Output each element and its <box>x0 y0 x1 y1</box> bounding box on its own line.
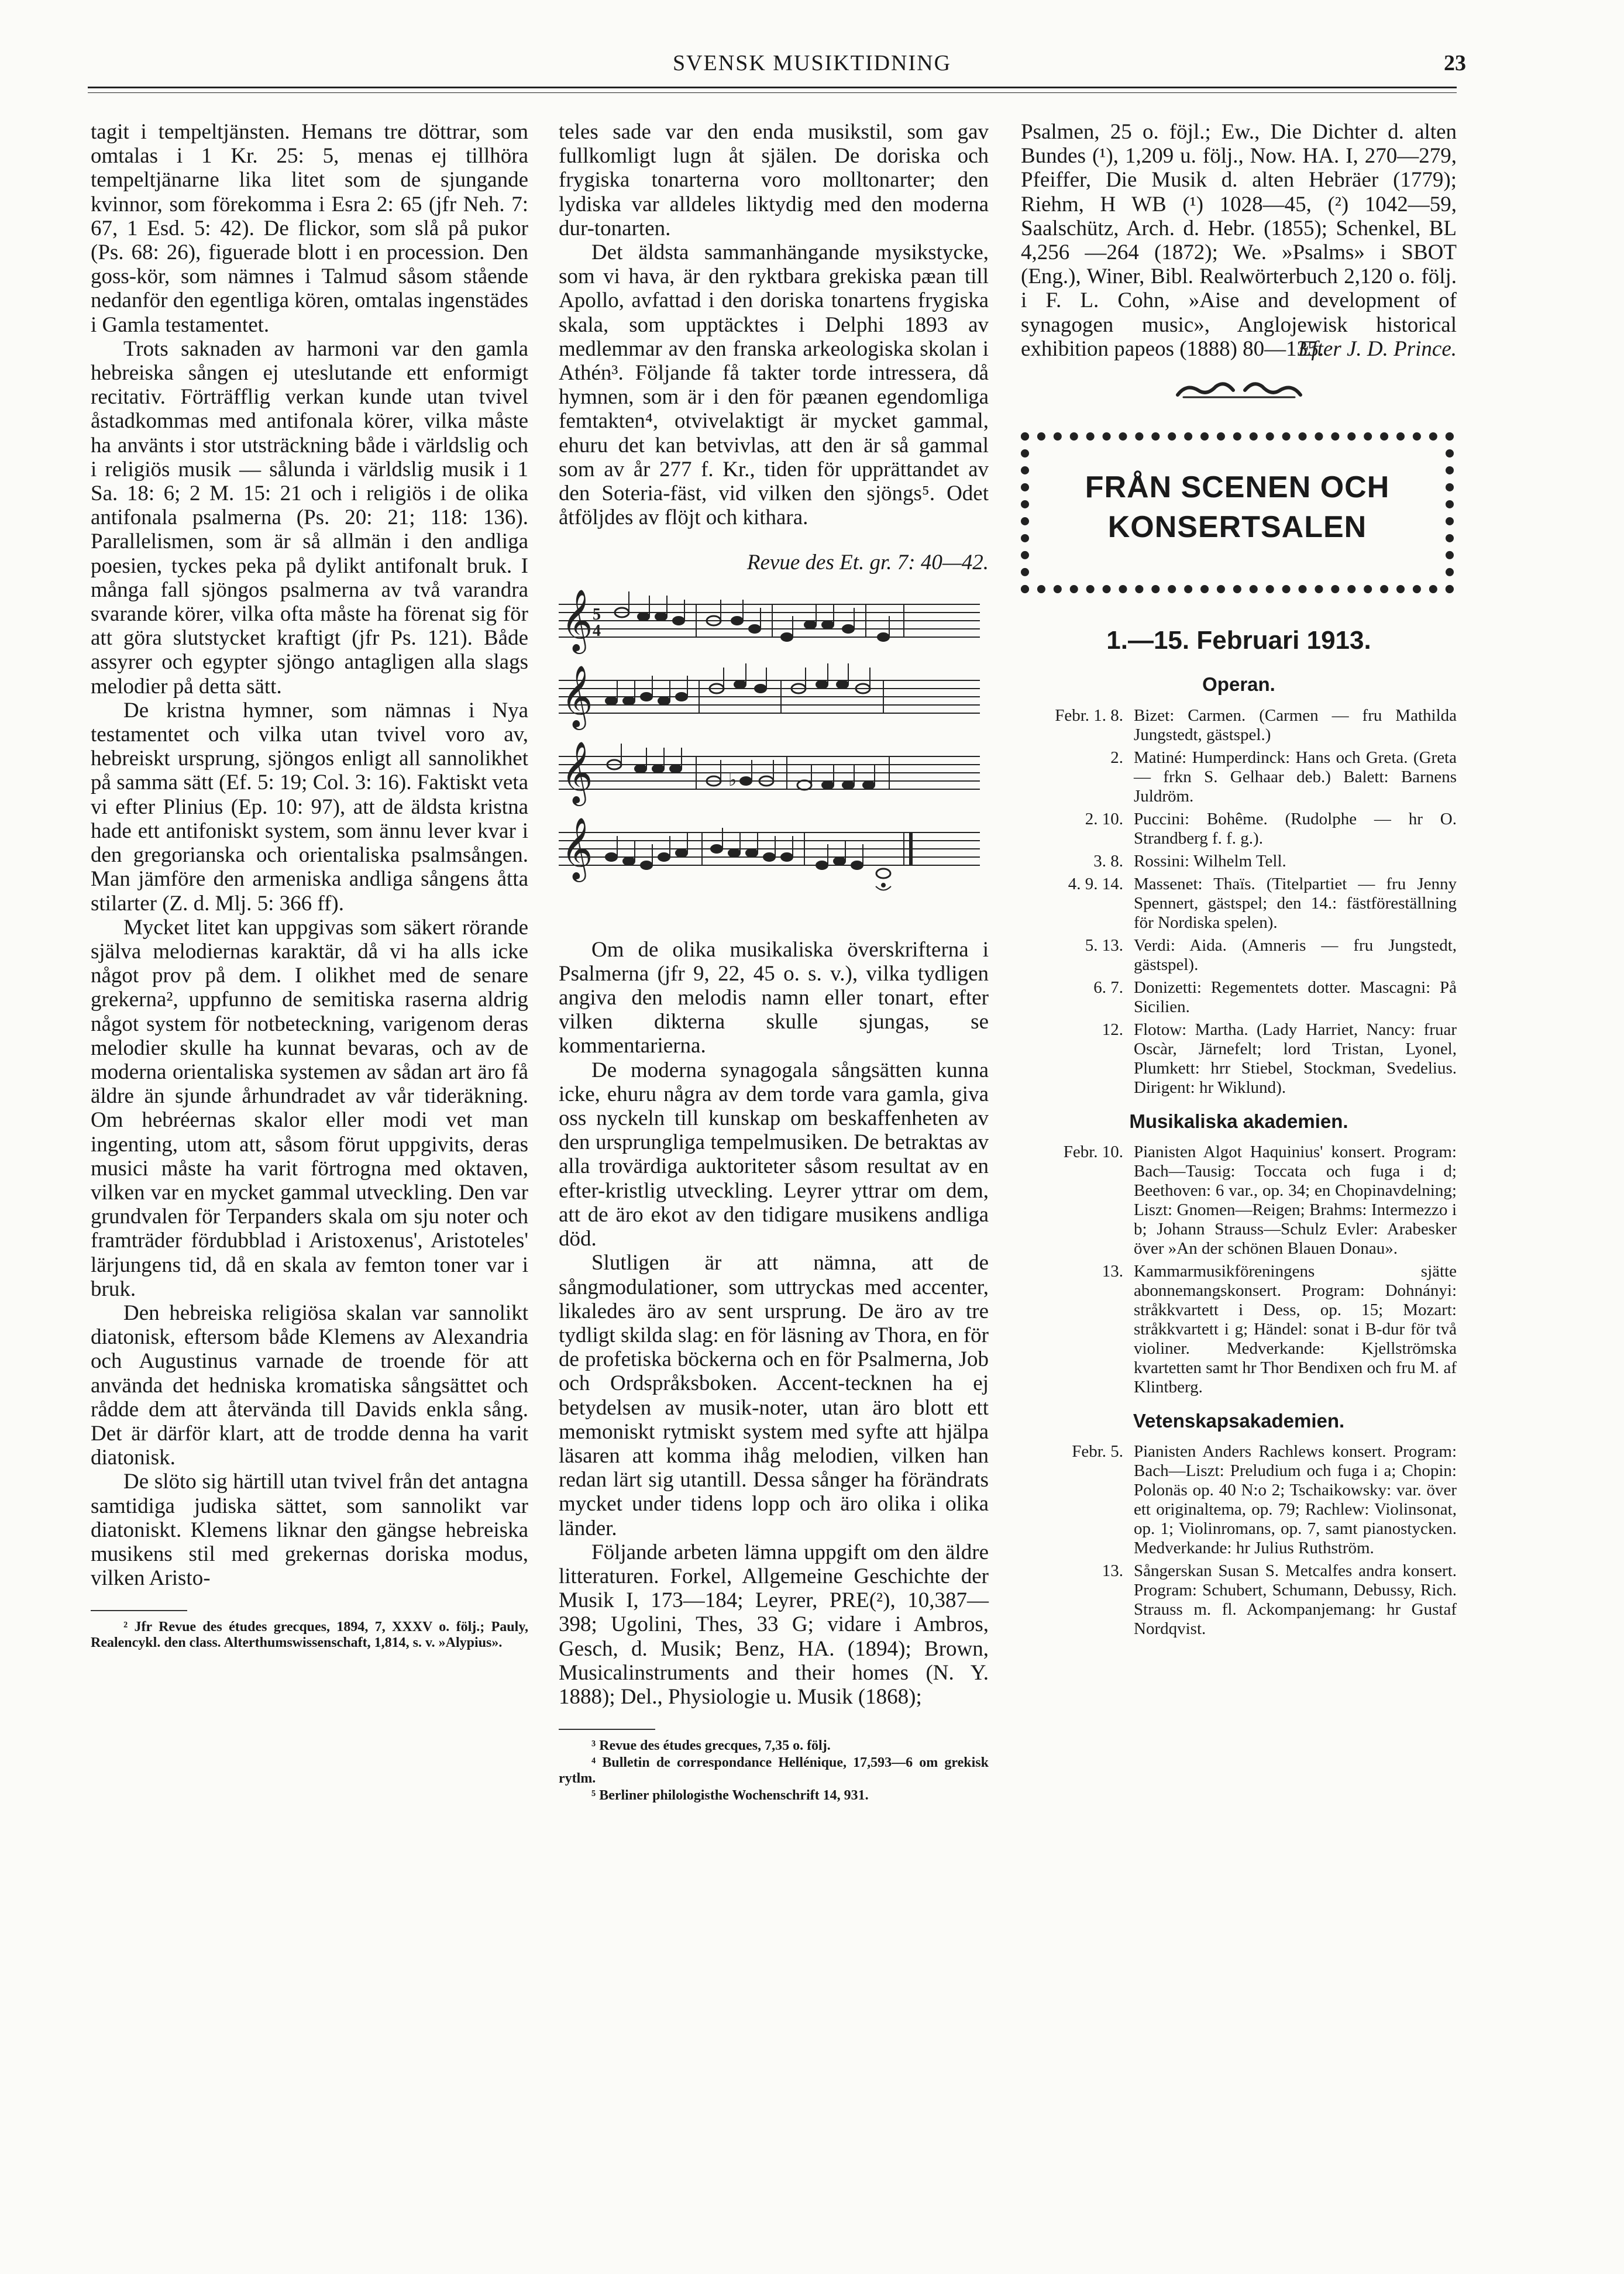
paragraph: De kristna hymner, som nämnas i Nya testamentet och vilka utan tvivel voro av, hebreiskt ursprung, sjöngos enligt all sannolikhet på samma sätt (Ef. 5: 19; Col. 3: 16). Faktiskt veta vi efter Plinius (Ep. 10: 97), att de äldsta kristna hade ett antifoniskt system, som ännu lever kvar i den gregorianska och orientaliska psalmsången. Man jämföre den armeniska andliga sångens åtta stilarter (Z. d. Mlj. 5: 366 ff). <box>91 698 528 916</box>
entry-date: Febr. 5. <box>1072 1442 1123 1461</box>
entry-date: Febr. 10. <box>1063 1142 1123 1161</box>
entry-date: 4. 9. 14. <box>1068 874 1123 893</box>
entry-text: Verdi: Aida. (Amneris — fru Jungstedt, gästspel). <box>1134 935 1457 974</box>
staff-3 <box>559 741 980 806</box>
column-1 <box>91 120 528 1652</box>
list-item <box>1021 1020 1457 1098</box>
column-2 <box>559 120 989 1805</box>
heading-line-2: KONSERTSALEN <box>1107 510 1367 545</box>
entry-date: 13. <box>1102 1561 1123 1581</box>
paragraph: Trots saknaden av harmoni var den gamla hebreiska sången ej uteslutande ett enformigt recitativ. Förträfflig verkan kunde utan tvivel åstadkommas med antifonala körer, vilka måste ha använts i stor utsträckning både i världslig och i religiös musik — sålunda i världslig musik i 1 Sa. 18: 6; 2 M. 15: 21 och i religiös i de olika antifonala psalmerna (Ps. 20: 21; 118: 136). Parallelismen, som är så allmän i den andliga poesien, tyckes peka på dylikt antifonalt bruk. I många fall sjöngos psalmerna av två varandra svarande körer, vilka ofta måste ha förenat sig för att göra slutstycket kraftigt (jfr Ps. 121). Både assyrer och egypter sjöngo antagligen alla slags melodier på detta sätt. <box>91 336 528 699</box>
program-list-operan <box>1021 706 1457 1098</box>
footnote-rule <box>91 1610 187 1611</box>
list-item <box>1021 1442 1457 1558</box>
section-title-operan: Operan. <box>1202 673 1275 696</box>
program-list-vetenskapsakademien <box>1021 1442 1457 1639</box>
list-item <box>1021 1143 1457 1258</box>
date-range: 1.—15. Februari 1913. <box>1106 626 1371 655</box>
footnote: ⁵ Berliner philologisthe Wochenschrift 14, 931. <box>591 1788 869 1804</box>
entry-text: Flotow: Martha. (Lady Harriet, Nancy: fruar Oscàr, Järnefelt; lord Tristan, Lyonel, Plumkett: hrr Stiebel, Stockman, Svedelius. Dirigent: hr Wiklund). <box>1134 1020 1457 1097</box>
section-title-vetenskapsakademien: Vetenskapsakademien. <box>1133 1409 1345 1432</box>
header-rule-thin <box>88 92 1457 93</box>
time-signature-top: 5 <box>593 605 601 624</box>
paragraph: Mycket litet kan uppgivas som säkert rörande själva melodiernas karaktär, då vi ha alls icke något prov på dem. I olikhet med de senare grekerna², uppfunno de semitiska raserna aldrig något system för notbeteckning, varigenom deras melodier skulle ha kunnat bevaras, och av de moderna orientaliska systemen av sådan art äro få äldre än sjunde århundradet av vår tideräkning. Om hebréernas skalor eller modi vet man ingenting, utom att, såsom förut uppgivits, deras musici måste ha varit förtrogna med oktaven, vilken var en mycket gammal utveckling. Den var grundvalen för Terpanders skala om sju noter och framträder fördubblad i Aristoxenus', Aristoteles' lärjungens tid, då en skala av femton toner var i bruk. <box>91 915 528 1301</box>
staff-2 <box>559 663 980 730</box>
footnotes <box>559 1738 989 1804</box>
entry-date: 2. 10. <box>1085 809 1123 828</box>
list-item <box>1021 978 1457 1017</box>
footnote: ⁴ Bulletin de correspondance Hellénique, 17,593—6 om grekisk rytlm. <box>559 1755 989 1787</box>
list-item <box>1021 706 1457 745</box>
entry-date: Febr. 1. 8. <box>1055 706 1123 725</box>
entry-date: 13. <box>1102 1261 1123 1281</box>
list-item <box>1021 1561 1457 1639</box>
entry-date: 3. 8. <box>1093 851 1123 871</box>
entry-text: Sångerskan Susan S. Metcalfes andra konsert. Program: Schubert, Schumann, Debussy, Rich. Strauss m. fl. Ackompanjemang: hr Gustaf Nordqvist. <box>1134 1561 1457 1639</box>
entry-date: 6. 7. <box>1093 978 1123 997</box>
list-item <box>1021 1262 1457 1397</box>
svg-text:♭: ♭ <box>728 769 737 790</box>
svg-text:𝄞: 𝄞 <box>561 664 593 727</box>
staff-1 <box>559 589 980 654</box>
svg-text:𝄞: 𝄞 <box>561 740 593 803</box>
section-heading-box <box>1021 432 1454 593</box>
paragraph: De slöto sig härtill utan tvivel från det antagna samtidiga judiska sättet, som sannolikt var diatoniskt. Klemens liknar den gängse hebreiska musikens stil med grekernas doriska modus, vilken Aristo- <box>91 1470 528 1591</box>
staff-4 <box>559 817 980 890</box>
paragraph: Följande arbeten lämna uppgift om den äldre litteraturen. Forkel, Allgemeine Geschichte der Musik I, 173—184; Leyrer, PRE(²), 10,387—398; Ugolini, Thes, 33 G; vidare i Ambros, Gesch, d. Musik; Benz, HA. (1894); Brown, Musicalinstruments and their homes (N. Y. 1888); Del., Physiologie u. Musik (1868); <box>559 1540 989 1709</box>
header-rule-thick <box>88 87 1457 88</box>
program-list-musikaliska-akademien <box>1021 1143 1457 1397</box>
running-title: SVENSK MUSIKTIDNING <box>672 51 952 75</box>
footnote: ² Jfr Revue des études grecques, 1894, 7, XXXV o. följ.; Pauly, Realencykl. den class. Alterthumswissenschaft, 1,814, s. v. »Alypius». <box>91 1619 528 1651</box>
list-item <box>1021 852 1457 871</box>
entry-text: Kammarmusikföreningens sjätte abonnemangskonsert. Program: Dohnányi: stråkkvartett i Dess, op. 15; Mozart: stråkkvartett i g; Händel: sonat i B-dur för två violiner. Medverkande: Kjellströmska kvartetten samt hr Thor Bendixen och fru M. af Klintberg. <box>1134 1261 1457 1396</box>
paragraph: Den hebreiska religiösa skalan var sannolikt diatonisk, eftersom både Klemens av Alexandria och Augustinus varnade de troende för att använda det hedniska kromatiska sångsättet och rådde dem att återvända till Davids enkla sång. Det är därför klart, att de trodde denna ha varit diatonisk. <box>91 1301 528 1470</box>
paragraph: Psalmen, 25 o. föjl.; Ew., Die Dichter d. alten Bundes (¹), 1,209 u. följ., Now. HA. I, 270—279, Pfeiffer, Die Musik d. alten Hebräer (1779); Riehm, H WB (¹) 1028—45, (²) 1042—59, Saalschütz, Arch. d. Hebr. (1855); Schenkel, BL 4,256 —264 (1872); We. »Psalms» i SBOT (Eng.), Winer, Bibl. Realwörterbuch 2,120 o. följ. i F. L. Cohn, »Aise and development of synagogen music», Anglojewisk historical exhibition papeos (1888) 80—135. <box>1021 120 1457 361</box>
list-item <box>1021 875 1457 933</box>
column-3 <box>1021 120 1457 1642</box>
list-item <box>1021 936 1457 975</box>
entry-date: 5. 13. <box>1085 935 1123 955</box>
entry-text: Donizetti: Regementets dotter. Mascagni: På Sicilien. <box>1134 978 1457 1016</box>
svg-text:𝄞: 𝄞 <box>561 816 593 879</box>
entry-text: Massenet: Thaïs. (Titelpartiet — fru Jenny Spennert, gästspel; den 14.: fästföreställning för Nordiska spelen). <box>1134 874 1457 932</box>
music-source: Revue des Et. gr. 7: 40—42. <box>746 551 989 575</box>
time-signature-bottom: 4 <box>593 621 601 640</box>
entry-date: 2. <box>1110 748 1123 767</box>
entry-text: Matiné: Humperdinck: Hans och Greta. (Greta — frkn S. Gelhaar deb.) Balett: Barnens Juldröm. <box>1134 748 1457 806</box>
entry-text: Rossini: Wilhelm Tell. <box>1134 851 1286 871</box>
entry-text: Puccini: Bohême. (Rudolphe — hr O. Strandberg f. f. g.). <box>1134 809 1457 848</box>
signature: Efter J. D. Prince. <box>1298 337 1457 362</box>
section-title-musikaliska-akademien: Musikaliska akademien. <box>1129 1110 1348 1132</box>
paragraph: tagit i tempeltjänsten. Hemans tre döttrar, som omtalas i 1 Kr. 25: 5, menas ej tillhöra tempeltjänarne lika litet som de sjungande kvinnor, som förekomma i Esra 2: 65 (jfr Neh. 7: 67, 1 Esd. 5: 42). De flickor, som slå på pukor (Ps. 68: 26), figuerade blott i en procession. Den goss-kör, som nämnes i Talmud såsom stående nedanför den egentliga kören, omtalas ingenstädes i Gamla testamentet. <box>91 120 528 337</box>
heading-line-1: FRÅN SCENEN OCH <box>1085 470 1390 505</box>
paragraph: De moderna synagogala sångsätten kunna icke, ehuru några av dem torde vara gamla, giva oss nyckeln till kunskap om beskaffenheten av den ursprungliga tempelmusiken. De betraktas av alla trovärdiga auktoriteter såsom resultat av en efter-kristlig utveckling. Leyrer yttrar om dem, att de äro ekot av den tidigare musikens andliga död. <box>559 1058 989 1251</box>
entry-text: Bizet: Carmen. (Carmen — fru Mathilda Jungstedt, gästspel.) <box>1134 706 1457 744</box>
ornament-divider-icon <box>1172 379 1306 402</box>
entry-text: Pianisten Anders Rachlews konsert. Program: Bach—Liszt: Preludium och fuga i a; Chopin: Polonäs op. 40 N:o 2; Tschaikowsky: var. över ett originaltema, op. 79; Rachlew: Violinsonat, op. 1; Violinromans, op. 7, samt pianostycken. Medverkande: hr Julius Ruthström. <box>1134 1442 1457 1558</box>
footnote: ³ Revue des études grecques, 7,35 o. följ. <box>591 1738 831 1754</box>
music-notation <box>553 581 986 920</box>
footnote-rule <box>559 1729 655 1730</box>
entry-text: Pianisten Algot Haquinius' konsert. Program: Bach—Tausig: Toccata och fuga i d; Beethoven: 6 var., op. 34; en Chopinavdelning; Liszt: Gnomen—Reigen; Brahms: Intermezzo i b; Johann Strauss—Schulz Evler: Arabesker över »An der schönen Blauen Donau». <box>1134 1142 1457 1258</box>
entry-date: 12. <box>1102 1020 1123 1039</box>
page-number: 23 <box>1444 51 1466 75</box>
paragraph: Om de olika musikaliska överskrifterna i Psalmerna (jfr 9, 22, 45 o. s. v.), vilka tydligen angiva den melodis namn eller tonart, efter vilken dikterna skulle sjungas, se kommentarierna. <box>559 937 989 1058</box>
section-heading <box>1035 467 1440 547</box>
svg-text:𝄞: 𝄞 <box>561 588 593 651</box>
footnotes <box>91 1619 528 1651</box>
paragraph: teles sade var den enda musikstil, som gav fullkomligt lugn åt själen. De doriska och frygiska tonarterna voro molltonarter; den lydiska var alldeles liktydig med den moderna dur-tonarten. <box>559 120 989 240</box>
list-item <box>1021 810 1457 848</box>
paragraph: Slutligen är att nämna, att de sångmodulationer, som uttryckas med accenter, likaledes äro av sent ursprung. De äro av tre tydligt skilda slag: en för läsning av Thora, en för de profetiska böckerna och en för Psalmerna, Job och Ordspråksboken. Accent-tecknen ha ej betydelsen av musik-noter, utan äro blott ett memoniskt rytmiskt system med syfte att hjälpa läsaren att komma ihåg melodien, vilken han redan lärt sig utantill. Dessa sånger ha förändrats mycket under tidens lopp och äro olika i olika länder. <box>559 1251 989 1540</box>
list-item <box>1021 748 1457 806</box>
paragraph: Det äldsta sammanhängande mysikstycke, som vi hava, är den ryktbara grekiska pæan till Apollo, avfattad i den doriska tonartens frygiska skala, som upptäcktes i Delphi 1893 av medlemmar av den franska arkeologiska skolan i Athén³. Följande få takter torde intressera, då hymnen, som är i den för pæanen egendomliga femtakten⁴, otvivelaktigt är mycket gammal, ehuru det kan betvivlas, att den är så gammal som av år 277 f. Kr., tiden för upprättandet av den Soteria-fäst, vid vilken den sjöngs⁵. Odet åtföljdes av flöjt och kithara. <box>559 240 989 530</box>
